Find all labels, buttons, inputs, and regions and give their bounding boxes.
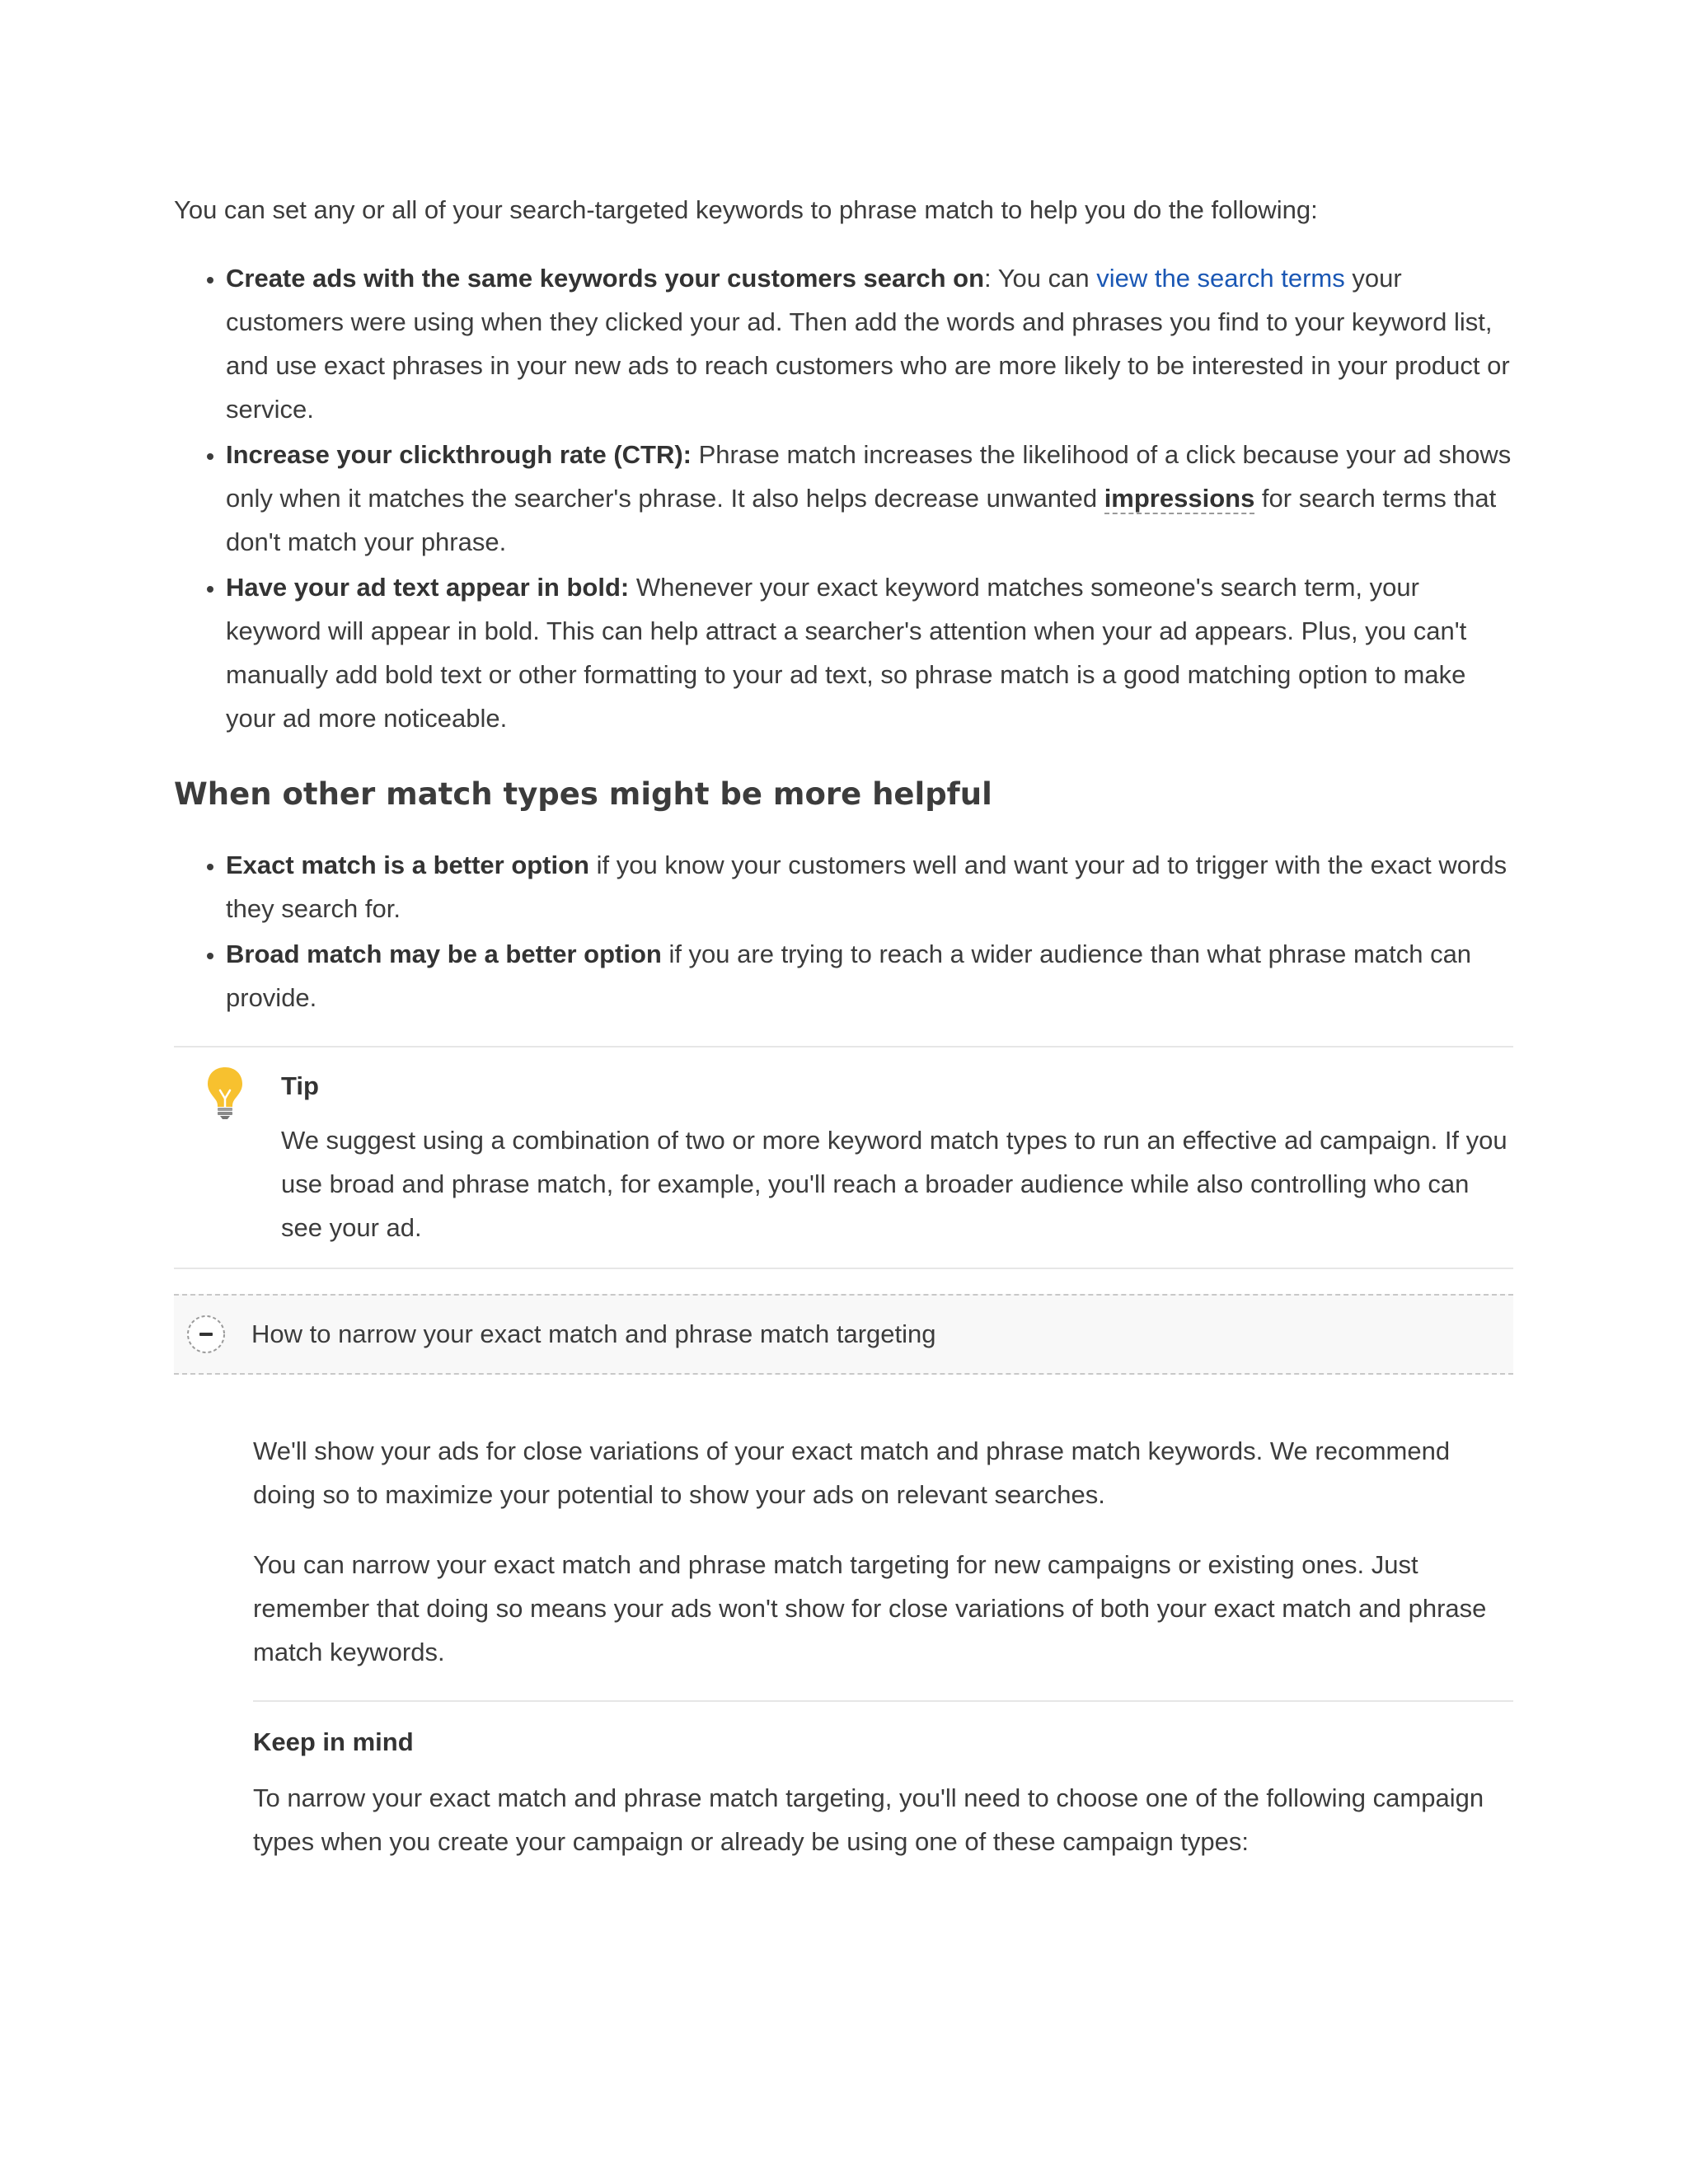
section-heading: When other match types might be more helpful xyxy=(174,776,992,812)
keep-in-mind-title: Keep in mind xyxy=(253,1727,414,1756)
list-item-heading: Increase your clickthrough rate (CTR): xyxy=(226,440,692,469)
expander-paragraph: We'll show your ads for close variations of your exact match and phrase match keywords. We recommend doing so to maximize your potential to show your ads on relevant searches. xyxy=(253,1436,1451,1509)
list-item: • Have your ad text appear in bold: Whenever your exact keyword matches someone's search term, your keyword will appear in bold. This can help attract a searcher's attention when your ad appears. Plus, you can't manually add bold text or other formatting to your ad text, so phrase match is a good matching option to make your ad more noticeable. xyxy=(226,565,1513,740)
other-match-types-list xyxy=(174,843,1513,1019)
tip-callout xyxy=(174,1046,1513,1269)
list-item: • Exact match is a better option if you know your customers well and want your ad to trigger with the exact words they search for. xyxy=(226,843,1513,930)
expander-content xyxy=(253,1375,1513,1863)
keep-in-mind-callout xyxy=(253,1700,1513,1863)
list-item: • Create ads with the same keywords your customers search on: You can view the search terms your customers were using when they clicked your ad. Then add the words and phrases you find to your keyword list, and use exact phrases in your new ads to reach customers who are more likely to be interested in your product or service. xyxy=(226,256,1513,431)
list-item-heading: Broad match may be a better option xyxy=(226,940,662,968)
narrow-targeting-expander[interactable] xyxy=(174,1294,1513,1375)
list-item-heading: Exact match is a better option xyxy=(226,851,589,879)
list-item: • Broad match may be a better option if you are trying to reach a wider audience than what phrase match can provide. xyxy=(226,932,1513,1019)
article-content xyxy=(174,188,1513,1890)
list-item-heading: Create ads with the same keywords your customers search on xyxy=(226,264,985,293)
benefits-list xyxy=(174,256,1513,740)
list-item: • Increase your clickthrough rate (CTR): Phrase match increases the likelihood of a click because your ad shows only when it matches the searcher's phrase. It also helps decrease unwanted impressions for search terms that don't match your phrase. xyxy=(226,433,1513,564)
tip-body: We suggest using a combination of two or more keyword match types to run an effective ad campaign. If you use broad and phrase match, for example, you'll reach a broader audience while also controlling who can see your ad. xyxy=(281,1126,1507,1242)
keep-in-mind-body: To narrow your exact match and phrase match targeting, you'll need to choose one of the following campaign types when you create your campaign or already be using one of these campaign types: xyxy=(253,1783,1484,1856)
expander-label[interactable]: How to narrow your exact match and phrase match targeting xyxy=(251,1319,936,1348)
collapse-minus-icon[interactable] xyxy=(185,1314,227,1355)
list-item-heading: Have your ad text appear in bold: xyxy=(226,573,630,602)
view-search-terms-link[interactable]: view the search terms xyxy=(1096,264,1345,293)
lightbulb-icon xyxy=(205,1066,245,1120)
tip-title: Tip xyxy=(281,1071,319,1100)
impressions-glossary-term[interactable]: impressions xyxy=(1104,484,1255,513)
intro-paragraph: You can set any or all of your search-targeted keywords to phrase match to help you do the following: xyxy=(174,195,1318,224)
expander-paragraph: You can narrow your exact match and phrase match targeting for new campaigns or existing ones. Just remember that doing so means your ads won't show for close variations of both your exact match and phrase match keywords. xyxy=(253,1550,1487,1666)
